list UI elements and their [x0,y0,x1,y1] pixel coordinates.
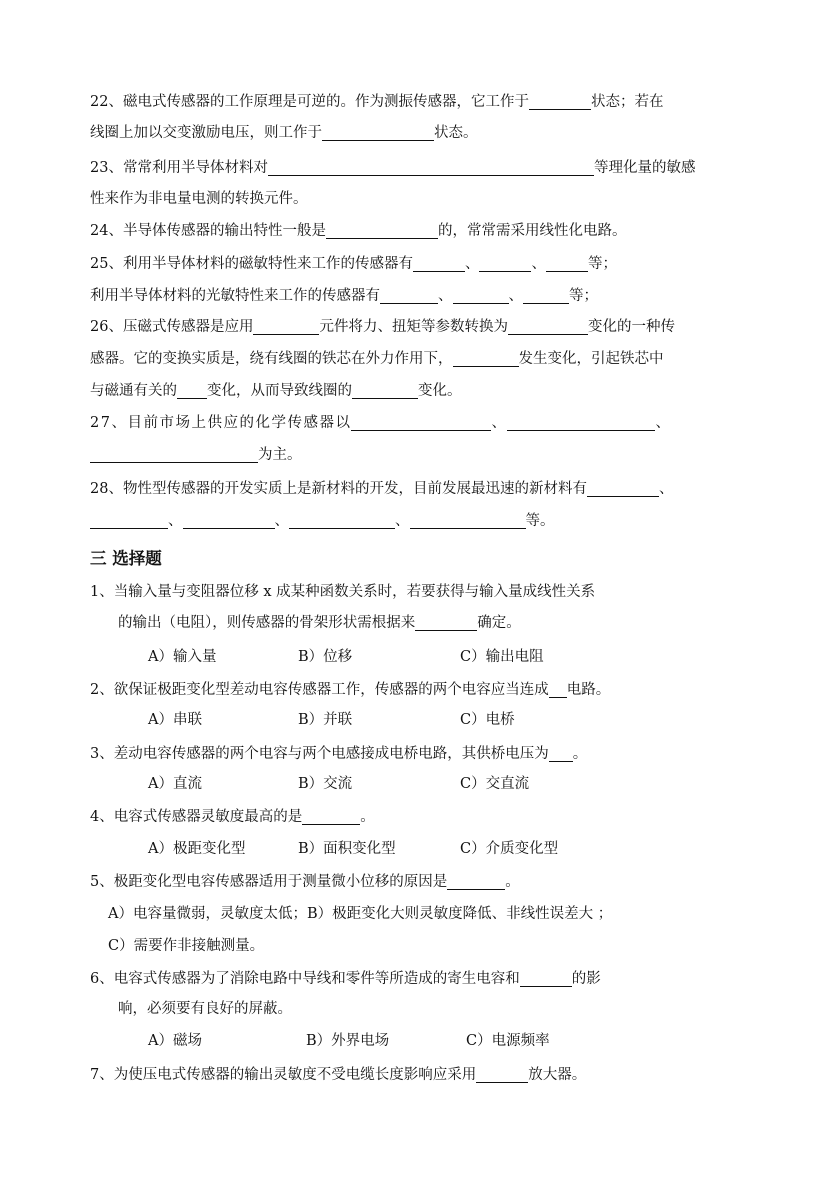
choice-1-line-2 [118,608,778,638]
answer-blank[interactable] [507,412,655,431]
choice-2-options [148,705,648,735]
choice-5 [90,867,750,897]
option-b[interactable]: B）交流 [298,776,353,792]
answer-blank[interactable] [410,510,526,529]
answer-blank[interactable] [183,510,275,529]
question-22-line-2 [90,118,750,148]
section-heading: 三 选择题 [90,549,162,568]
answer-blank[interactable] [587,478,659,497]
question-22-line-1 [90,87,750,117]
question-24 [90,216,750,246]
answer-blank[interactable] [322,122,434,141]
question-26-line-3 [90,376,750,406]
text: 电路。 [566,682,611,698]
answer-blank[interactable] [453,285,509,304]
question-27-line-2 [90,440,750,470]
question-28-line-2 [90,506,750,536]
answer-blank[interactable] [177,380,207,399]
question-27-line-1 [90,408,750,438]
question-23-line-1 [90,153,750,183]
text: 元件将力、扭矩等参数转换为 [319,319,508,335]
text: 26、压磁式传感器是应用 [90,319,254,335]
answer-blank[interactable] [453,348,519,367]
text: 等； [569,288,598,304]
answer-blank[interactable] [380,285,438,304]
question-25-line-2 [90,281,750,311]
text: 25、利用半导体材料的磁敏特性来工作的传感器有 [90,256,413,272]
text: 的，常常需采用线性化电路。 [437,223,627,239]
answer-blank[interactable] [549,679,567,698]
choice-1-options [148,642,648,672]
question-26-line-2 [90,344,750,374]
choice-6-line-1 [90,964,750,994]
choice-3-options [148,769,648,799]
text: 线圈上加以交变激励电压，则工作于 [90,125,322,141]
text: 22、磁电式传感器的工作原理是可逆的。作为测振传感器，它工作于 [90,94,529,110]
option-a[interactable]: A）极距变化型 [148,841,246,857]
text: 与磁通有关的 [90,383,177,399]
text: 、 [464,256,480,272]
text: 、 [508,288,523,304]
answer-blank[interactable] [302,806,360,825]
text: 变化，从而导致线圈的 [207,383,352,399]
question-25-line-1 [90,249,750,279]
choice-3 [90,739,750,769]
text: 。 [360,809,375,825]
text: 7、为使压电式传感器的输出灵敏度不受电缆长度影响应采用 [90,1067,477,1083]
text: 状态。 [434,125,478,141]
text: 性来作为非电量电测的转换元件。 [90,191,308,207]
text: 。 [505,874,520,890]
text: 、 [274,513,289,529]
text: 23、常常利用半导体材料对 [90,160,268,176]
choice-7 [90,1060,750,1090]
answer-blank[interactable] [352,380,418,399]
text: 3、差动电容传感器的两个电容与两个电感接成电桥电路，其供桥电压为 [90,746,549,762]
text: 发生变化，引起铁芯中 [518,351,664,367]
text: 等； [587,256,617,272]
text: 4、电容式传感器灵敏度最高的是 [90,809,303,825]
answer-blank[interactable] [479,253,531,272]
answer-blank[interactable] [546,253,588,272]
answer-blank[interactable] [253,316,319,335]
text: 24、半导体传感器的输出特性一般是 [90,223,326,239]
text: 。 [572,746,588,762]
text: 感器。它的变换实质是，绕有线圈的铁芯在外力作用下， [90,351,453,367]
answer-blank[interactable] [268,157,594,176]
choice-2 [90,675,750,705]
option-b[interactable]: B）并联 [298,712,353,728]
text: 、 [658,481,674,497]
answer-blank[interactable] [413,253,465,272]
text: 、 [531,256,546,272]
answer-blank[interactable] [447,871,505,890]
option-b[interactable]: B）外界电场 [306,1033,390,1049]
answer-blank[interactable] [508,316,588,335]
text: 、 [168,513,183,529]
choice-1-line-1 [90,577,750,607]
answer-blank[interactable] [549,743,573,762]
choice-4-options [148,834,648,864]
text: 27、目前市场上供应的化学传感器以 [90,415,352,431]
answer-blank[interactable] [520,968,572,987]
option-b[interactable]: B）面积变化型 [298,841,396,857]
text: 、 [438,288,453,304]
choice-5-options-line-2 [108,931,768,961]
option-c[interactable]: C）介质变化型 [460,841,559,857]
option-text[interactable]: A）电容量微弱，灵敏度太低；B）极距变化大则灵敏度降低、非线性误差大 ； [108,906,613,922]
text: 的输出（电阻），则传感器的骨架形状需根据来 [118,615,416,631]
text: 、 [655,415,672,431]
text: 确定。 [477,615,521,631]
text: 的影 [571,971,601,987]
option-b[interactable]: B）位移 [298,649,353,665]
text: 6、电容式传感器为了消除电路中导线和零件等所造成的寄生电容和 [90,971,520,987]
text: 5、极距变化型电容传感器适用于测量微小位移的原因是 [90,874,448,890]
choice-6-line-2 [118,994,778,1024]
text: 1、当输入量与变阻器位移 x 成某种函数关系时，若要获得与输入量成线性关系 [90,584,596,600]
choice-4 [90,802,750,832]
option-c[interactable]: C）电源频率 [466,1033,550,1049]
answer-blank[interactable] [415,612,477,631]
answer-blank[interactable] [326,220,438,239]
option-c[interactable]: C）电桥 [460,712,515,728]
text: 利用半导体材料的光敏特性来工作的传感器有 [90,288,380,304]
question-28-line-1 [90,474,750,504]
option-a[interactable]: A）直流 [148,776,202,792]
text: 、 [491,415,508,431]
text: 2、欲保证极距变化型差动电容传感器工作，传感器的两个电容应当连成 [90,682,549,698]
choice-5-options-line-1 [108,899,768,929]
option-a[interactable]: A）输入量 [148,649,217,665]
text: 状态；若在 [590,94,664,110]
text: 放大器。 [528,1067,587,1083]
text: 变化的一种传 [587,319,675,335]
option-c[interactable]: C）输出电阻 [460,649,544,665]
option-a[interactable]: A）串联 [148,712,202,728]
text: 为主。 [258,447,302,463]
text: 响，必须要有良好的屏蔽。 [118,1001,292,1017]
text: 等理化量的敏感 [593,160,696,176]
answer-blank[interactable] [90,510,168,529]
answer-blank[interactable] [476,1064,528,1083]
option-text[interactable]: C）需要作非接触测量。 [108,938,265,954]
text: 28、物性型传感器的开发实质上是新材料的开发，目前发展最迅速的新材料有 [90,481,587,497]
choice-6-options [148,1026,648,1056]
answer-blank[interactable] [90,444,258,463]
answer-blank[interactable] [523,285,569,304]
option-a[interactable]: A）磁场 [148,1033,202,1049]
text: 变化。 [418,383,462,399]
option-c[interactable]: C）交直流 [460,776,530,792]
text: 、 [395,513,410,529]
answer-blank[interactable] [351,412,491,431]
question-23-line-2 [90,184,750,214]
text: 等。 [525,513,555,529]
question-26-line-1 [90,312,750,342]
answer-blank[interactable] [529,91,591,110]
answer-blank[interactable] [289,510,395,529]
